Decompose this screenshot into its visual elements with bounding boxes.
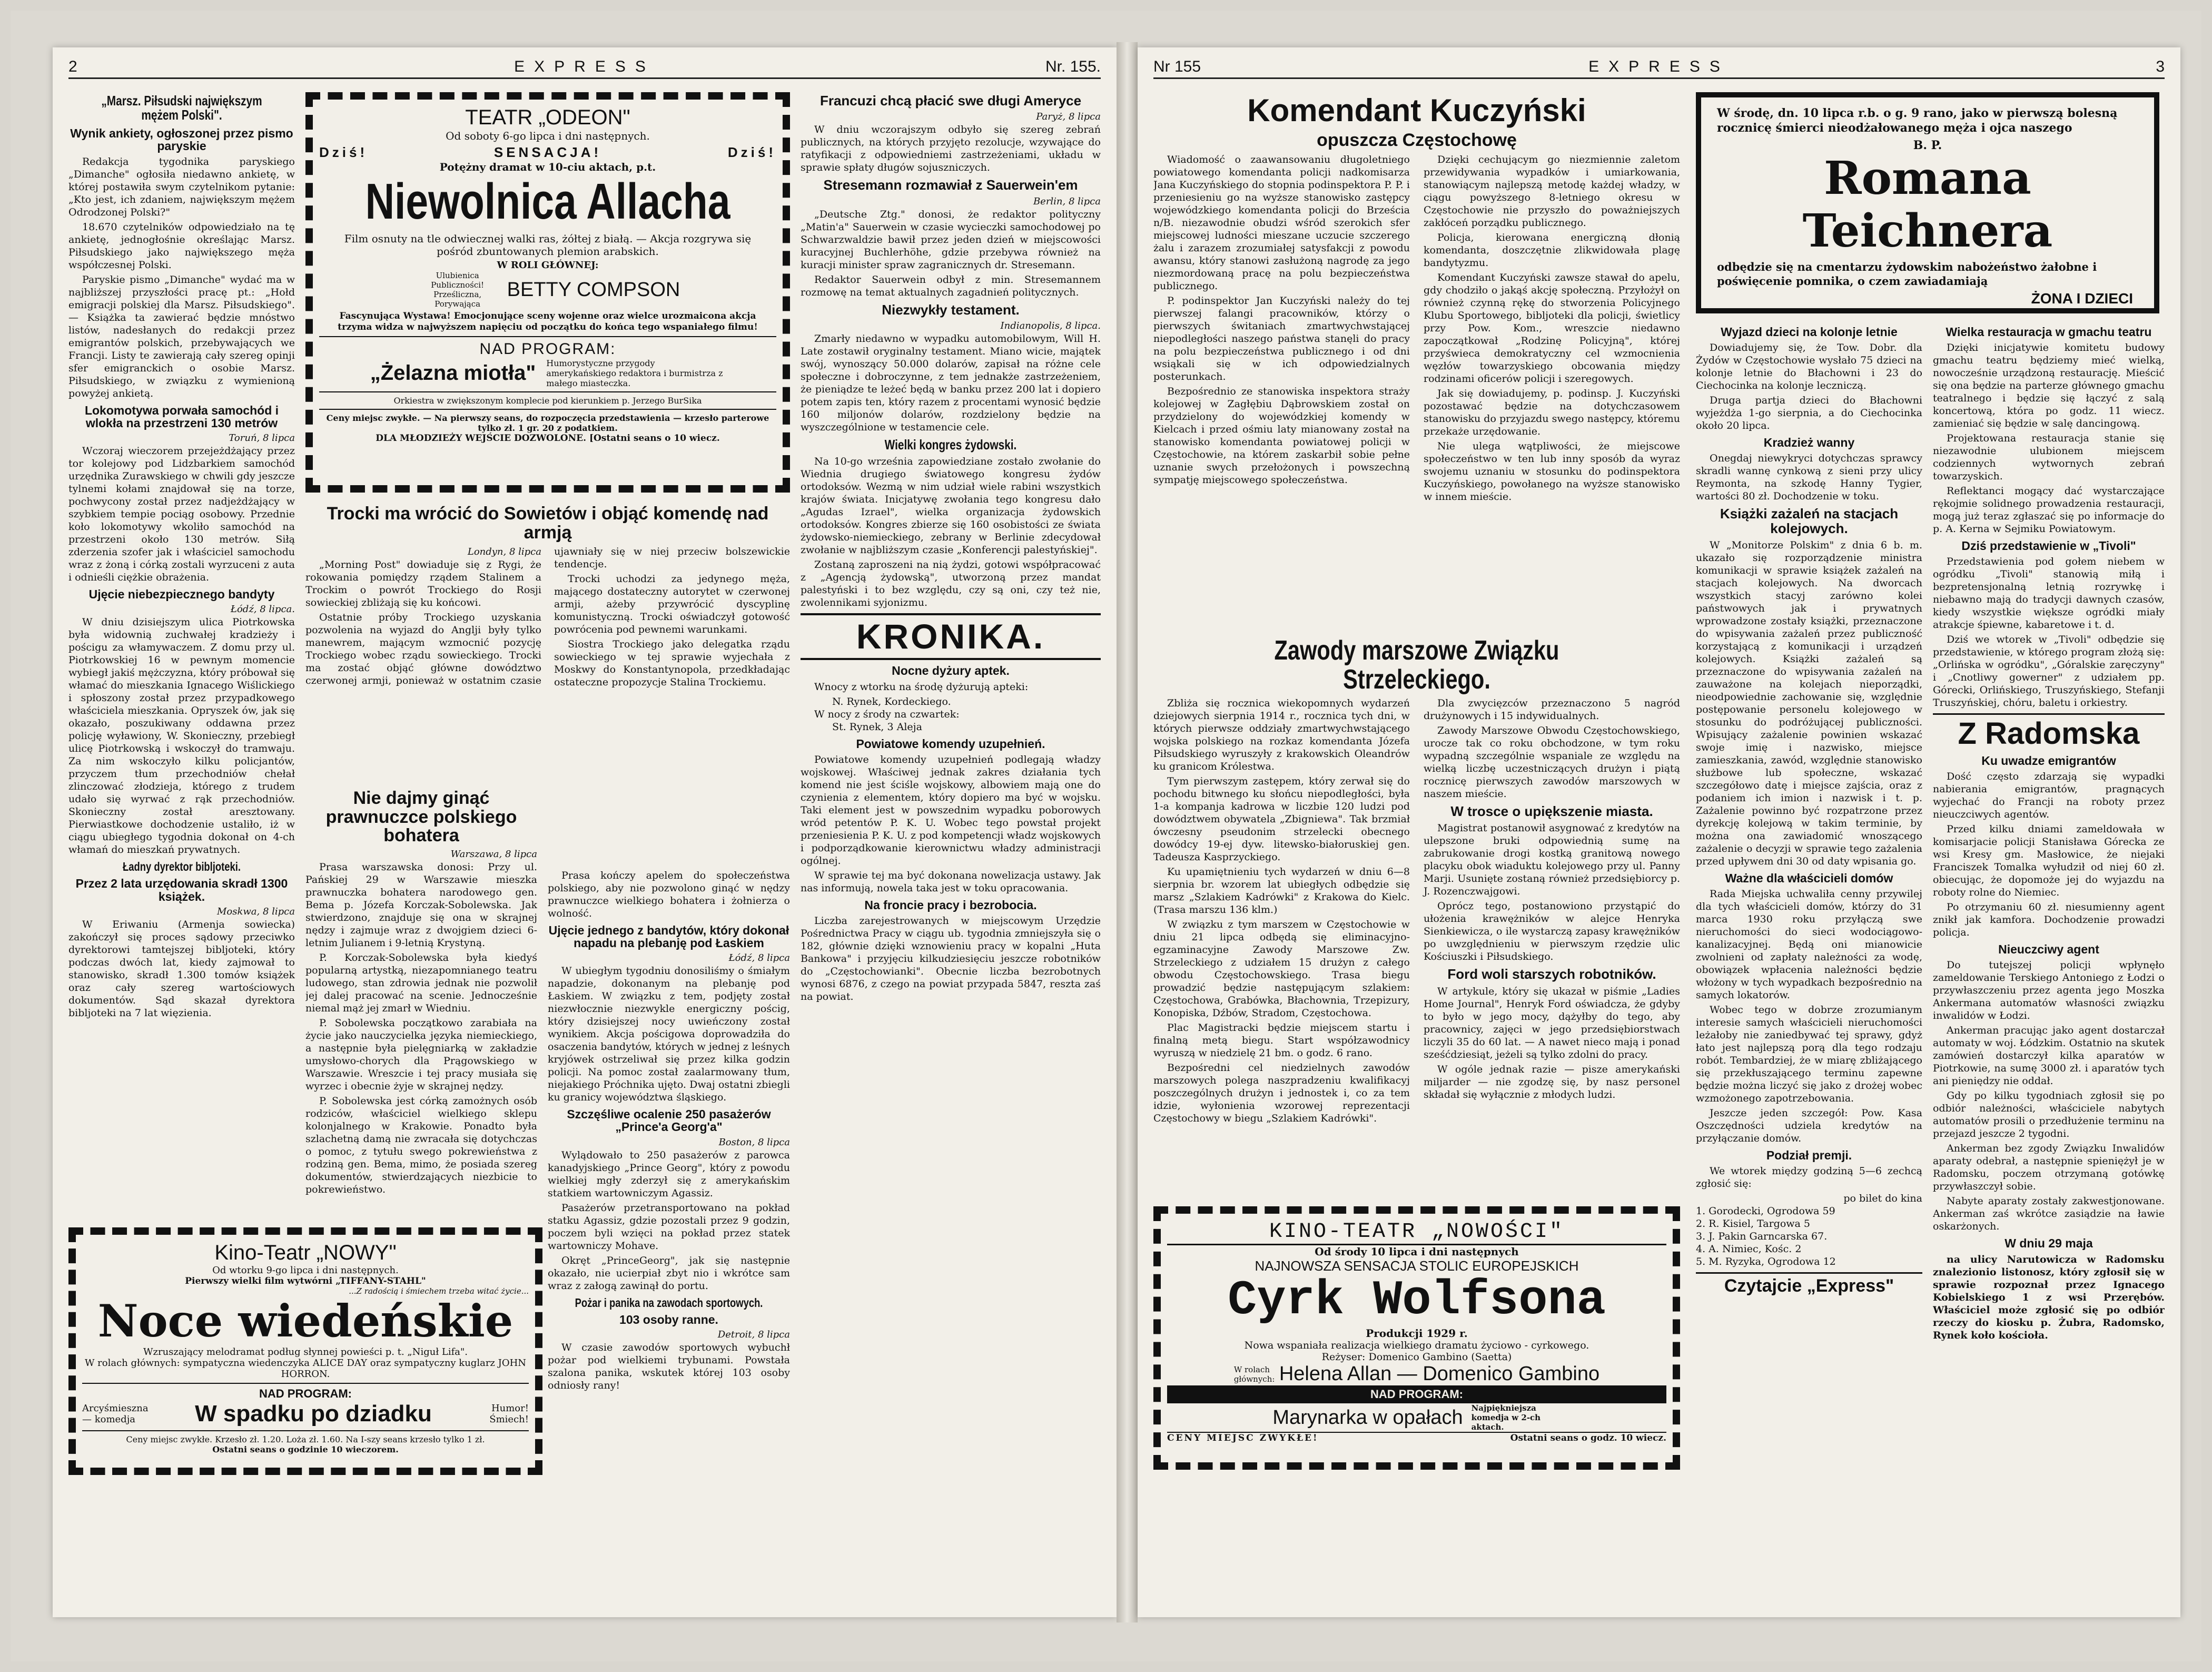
article-paragraph: We wtorek między godziną 5—6 zechcą zgłosić się:: [1696, 1165, 1922, 1190]
article-paragraph: Tym pierwszym zastępem, który zerwał się do pochodu bitwnego ku słońcu niepodległości, była 1-a kompanja kadrowa w liczbie 120 ludzi pod dowództwem obywatela „Zbigniewa". Tak brzmiał ówczesny pseudonim strzelecki obecnego dowódcy 19-ej dyw. litewsko-białoruskiej gen. Tadeusza Kasprzyckiego.: [1153, 775, 1410, 863]
headline: Nie dajmy ginąć prawnuczce polskiego bohatera: [325, 788, 517, 846]
issue-number: Nr 155: [1153, 58, 1201, 75]
ad-studio: Pierwszy wielki film wytwórni „TIFFANY-STAHL": [185, 1276, 426, 1286]
komendant-article: [1153, 90, 1680, 627]
ad-extra-desc: Humorystyczne przygody amerykańskiego redaktora i burmistrza z małego miasteczka.: [546, 358, 723, 388]
headline: Podział premji.: [1766, 1148, 1852, 1163]
ad-film-title: Niewolnica Allacha: [365, 173, 730, 230]
article-paragraph: Wiadomość o zaawansowaniu długoletniego powiatowego komendanta policji nadkomisarza Jana Kuczyńskiego do stopnia podinspektora P. P. i przeniesieniu go na wyższe stanowisko zastępcy wojewódzkiego komendanta policji do Brześcia n/B. niezawodnie obudzi wśród szerokich sfer miejscowej ludności mieszane uczucie szczerego żalu i zarazem zrozumiałej satysfakcji z powodu awansu, który stanowi zasłużoną nagrodę za jego niezmordowaną pracę na polu bezpieczeństwa publicznego.: [1153, 153, 1410, 292]
article-paragraph: Przedstawienia pod gołem niebem w ogródku „Tivoli" stanowią miłą i bezpretensjonalną letnią rozrywkę i niebawno mają do tradycji dawnych czasów, kiedy wszystkie większe ogródki miały atrakcje śpiewne, kabaretowe i t. d.: [1933, 556, 2165, 631]
headline: Ważne dla właścicieli domów: [1725, 871, 1893, 885]
headline: Ujęcie niebezpiecznego bandyty: [88, 587, 275, 602]
article-paragraph: Oprócz tego, postanowiono przystąpić do ułożenia krawężników w alejce Henryka Sienkiewicza, o ile wystarczą zapasy krawężników po uwzględnieniu w pierwszym rzędzie ulic Kościuszki i Piłsudskiego.: [1424, 900, 1680, 963]
article-paragraph: Zawody Marszowe Obwodu Częstochowskiego, urocze tak co roku obchodzone, w tym roku wypadną szczególnie wspaniale ze względu na wielką liczbę uczestniczących drużyn i piątą rocznicę pierwszych zawodów marszowych w naszem mieście.: [1424, 725, 1680, 800]
kronika-heading: KRONIKA.: [801, 613, 1101, 660]
article-paragraph: W ogóle jednak razie — pisze amerykański miljarder — nie zgodzę się, by nasz personel składał się wyłącznie z młodych ludzi.: [1424, 1063, 1680, 1100]
article-paragraph: Okręt „PrinceGeorg", jak się następnie okazało, nie ucierpiał zbyt nio i wkrótce sam wraz z załogą zawinął do portu.: [548, 1254, 790, 1292]
pharmacy-line: N. Rynek, Kordeckiego.: [832, 695, 951, 707]
page-header-left: [68, 58, 1101, 79]
article-paragraph: Dziś we wtorek w „Tivoli" odbędzie się przedstawienie, w którego program złożą się: „Orlińska w ogródku", „Góralskie zaręczyny" i „Cnotliwy gowerner" z udziałem pp. Górecki, Orlińskiego, Truszyńskiego, Stefanji Truszyńskiej, chóru, baletu i orkiestry.: [1933, 634, 2165, 709]
dateline: Łódź, 8 lipca.: [230, 604, 295, 615]
ad-program-label: NAD PROGRAM:: [1167, 1385, 1666, 1403]
ad-role-label: W ROLI GŁÓWNEJ:: [497, 260, 599, 271]
dateline: Londyn, 8 lipca: [467, 546, 541, 558]
ad-extra-title: „Żelazna miotła": [370, 361, 536, 385]
pharmacy-line: St. Rynek, 3 Aleja: [832, 721, 922, 733]
ad-right-note: Humor! Śmiech!: [489, 1403, 529, 1425]
masthead: EXPRESS: [1588, 58, 1730, 75]
headline: Dziś przedstawienie w „Tivoli": [1961, 539, 2136, 553]
article-paragraph: W artykule, który się ukazał w piśmie „Ladies Home Journal", Henryk Ford oświadcza, że gdyby to było w jego mocy, dążyłby do tego, aby pracownicy, zajęci w jego przedsiębiorstwach liczyli 35 do 60 lat. — A nawet nieco mają i ponad sześćdziesiąt, jeżeli są tylko zdolni do pracy.: [1424, 985, 1680, 1060]
ad-orchestra: Orkiestra w zwiększonym komplecie pod kierunkiem p. Jerzego BurSika: [393, 396, 702, 406]
dateline: Moskwa, 8 lipca: [216, 906, 295, 917]
headline: Ford woli starszych robotników.: [1447, 966, 1656, 982]
ad-last-show: Ostatni seans o godzinie 10 wieczorem.: [212, 1444, 399, 1454]
masthead: EXPRESS: [514, 58, 655, 75]
article-paragraph: Zmarły niedawno w wypadku automobilowym, Will H. Late zostawił oryginalny testament. Miano wicie, majątek swój, wynoszący 50.000 dolarów, zapisał na różne cele społeczne i dobroczynne, z tem jednakże zastrzeżeniem, że pieniądze te leżeć będą w banku przez 200 lat i dopiero potem zapis ten, który razem z procentami wynosić będzie 160 miljonów dolarów, rozdzielony będzie na wyszczególnione w testamencie cele.: [801, 332, 1101, 433]
headline: Nocne dyżury aptek.: [892, 664, 1010, 678]
subheadline: Ku uwadze emigrantów: [1981, 754, 2116, 768]
article-paragraph: Do tutejszej policji wpłynęło zameldowanie Terskiego Antoniego z Łodzi o przywłaszczeniu przez agenta jego Moszka Ankermana automatów własności związku inwalidów w Łodzi.: [1933, 959, 2165, 1022]
trocki-article: [305, 500, 790, 785]
ad-title: Kino-Teatr „NOWY": [214, 1241, 397, 1264]
article-paragraph: 18.670 czytelników odpowiedziało na tę ankietę, jednogłośnie określając Marsz. Piłsudskiego jako największego męża współczesnej Polski.: [68, 221, 295, 271]
headline: W trosce o upiększenie miasta.: [1450, 803, 1653, 820]
article-paragraph: Prasa warszawska donosi: Przy ul. Pańskiej 29 w Warszawie mieszka prawnuczka bohatera narodowego gen. Bema p. Józefa Korczak-Sobolewska. Jak stwierdzono, znajduje się ona w skrajnej nędzy i zajmuje wraz z dwojgiem dzieci 6-letnim Julianem i 9-letnią Krystyną.: [305, 861, 537, 949]
article-paragraph: W związku z tym marszem w Częstochowie w dniu 21 lipca odbędą się eliminacyjno-egzaminacyjne Zawody Marszowe Zw. Strzeleckiego z udziałem 15 drużyn z całego obwodu Częstochowskiego. Trasa biegu prowadzić będzie następującym szlakiem: Częstochowa, Grabówka, Błachownia, Trzepizury, Konopiska, Dźbów, Stradom, Częstochowa.: [1153, 919, 1410, 1019]
article-paragraph: Dowiadujemy się, że Tow. Dobr. dla Żydów w Częstochowie wysłało 75 dzieci na kolonje letnie do Błachowni i 23 do Ciechocinka na kolonje leczniczą.: [1696, 342, 1922, 392]
ad-description: Wzruszający melodramat podług słynnej powieści p. t. „Niguł Lifa".: [143, 1346, 468, 1358]
headline: Lokomotywa porwała samochód i wlokła na przestrzeni 130 metrów: [84, 403, 279, 430]
zawody-article: [1153, 632, 1680, 1185]
premium-winner: 2. R. Kisiel, Targowa 5: [1696, 1218, 1810, 1230]
article-paragraph: Bezpośredni cel niedzielnych zawodów marszowych polega naszpradzeniu kwalifikacyj poszczególnych drużyn i jednostek i, co za tem idzie, wyłonienia wzorowej reprezentacji Częstochowy w biegu „Szlakiem Kadrówki".: [1153, 1062, 1410, 1125]
article-paragraph: Paryskie pismo „Dimanche" wydać ma w najbliższej przyszłości pracę pt.: „Hołd emigracji polskiej dla Marsz. Piłsudskiego". — Książka ta zawierać będzie mnóstwo listów, nadesłanych do redakcji przez emigrantów polskich, przebywających we Francji. Listy te zawierają cały szereg opinji sfer emigranckich o osobie Marsz. Piłsudskiego, w związku z wymienioną powyżej ankietą.: [68, 273, 295, 399]
ad-extra-title: W spadku po dziadku: [195, 1401, 432, 1427]
ad-year: Produkcji 1929 r.: [1366, 1327, 1468, 1340]
dateline: Warszawa, 8 lipca: [450, 849, 537, 860]
article-paragraph: P. Sobolewska początkowo zarabiała na życie jako nauczycielka języka niemieckiego, a następnie była pielęgniarką w zakładzie umysłowo-chorych dla Prągowskiego w Warszawie. Wreszcie i tej pracy musiała się wyrzec i obecnie żyje w skrajnej nędzy.: [305, 1017, 537, 1093]
article-paragraph: Przed kilku dniami zameldowała w komisarjacie policji Stanisława Górecka ze wsi Kresy gm. Masłowice, że niejaki Franciszek Tomalka wyłudził od niej 60 zł. obiecując, że dopomoże jej do wyjazdu na roboty rolne do Niemiec.: [1933, 823, 2165, 899]
odeon-ad: [305, 92, 790, 493]
dateline: Boston, 8 lipca: [718, 1136, 790, 1148]
obituary-notice: [1696, 92, 2159, 313]
article-paragraph: Ku upamiętnieniu tych wydarzeń w dniu 6—8 sierpnia br. wzorem lat ubiegłych odbędzie się marsz „Szlakiem Kadrówki" z Krakowa do Kielc. (Trasa marszu 136 klm.): [1153, 866, 1410, 916]
premium-note: po bilet do kina: [1843, 1193, 1922, 1205]
obituary-intro: W środę, dn. 10 lipca r.b. o g. 9 rano, jako w pierwszą bolesną rocznicę śmierci nieodżałowanego męża i ojca naszego: [1717, 106, 2118, 135]
ad-director: Reżyser: Domenico Gambino (Saetta): [1321, 1351, 1512, 1363]
ad-prices: CENY MIEJSC ZWYKŁE!: [1167, 1433, 1319, 1443]
ad-prices: Ceny miejsc zwykłe. — Na pierwszy seans, do rozpoczęcia przedstawienia — krzesło parterowe tylko zł. 1 gr. 20 z podatkiem.: [326, 413, 769, 433]
page-3: [1138, 47, 2180, 1617]
article-paragraph: Zbliża się rocznica wiekopomnych wydarzeń dziejowych sierpnia 1914 r., rocznica tych dni, w których pierwsze oddziały zmartwychwstającego wojska polskiego na rozkaz komendanta Józefa Piłsudskiego wyruszyły z krakowskich Oleandrów ku granicom Królestwa.: [1153, 697, 1410, 773]
article-paragraph: Ostatnie próby Trockiego uzyskania pozwolenia na wyjazd do Anglji były tylko manewrem, mającym wzmocnić pozycję Trockiego wobec rządu sowieckiego. Trocki ma zostać objąć główne dowództwo czerwonej armji, ponieważ w ostatnim czasie ujawniały się w niej przeciw bolszewickie tendencje.: [305, 546, 790, 687]
article-paragraph: Policja, kierowana energiczną dłonią komendanta, doszczętnie zlikwidowała plagę bandytyzmu.: [1424, 231, 1680, 269]
ad-fascination: Fascynująca Wystawa! Emocjonujące sceny wojenne oraz wielce urozmaicona akcja trzyma widza w najwyższem napięciu od początku do końca tego wspaniałego filmu!: [338, 311, 758, 332]
article-paragraph: W Eriwaniu (Armenja sowiecka) zakończył się proces sądowy przeciwko dyrektorowi tamtejszej bibljoteki, który podczas dwóch lat, kiedy zajmował to stanowisko, skradł 1.300 tomów książek oraz cały szereg wartościowych dokumentów. Sąd skazał dyrektora bibljoteki na 7 lat więzienia.: [68, 918, 295, 1019]
ad-dates: Od wtorku 9-go lipca i dni następnych.: [212, 1265, 399, 1276]
newspaper-spread: [11, 11, 2201, 1661]
article-paragraph: Nabyte aparaty zostały zakwestjonowane. Ankerman zaś wkrótce zasiądzie na ławie oskarżonych.: [1933, 1195, 2165, 1233]
subheadline: Wynik ankiety, ogłoszonej przez pismo paryskie: [70, 126, 293, 153]
article-paragraph: Bezpośrednio ze stanowiska inspektora straży kolejowej w Zagłębiu Dąbrowskiem został on przydzielony do wojewódzkiej komendy w Kielcach i przed ośmiu laty mianowany został na stanowisko komendanta powiatowej policji w Częstochowie, na którem zaskarbił sobie pełne uznanie swych przełożonych i powszechną sympatję miejscowego społeczeństwa.: [1153, 385, 1410, 486]
headline: Zawody marszowe Związku Strzeleckiego.: [1274, 635, 1559, 695]
page-header-right: [1153, 58, 2165, 79]
ad-left-note: Arcyśmieszna — komedja: [82, 1403, 149, 1425]
article-paragraph: Prasa kończy apelem do społeczeństwa polskiego, aby nie pozwolono ginąć w nędzy prawnuczce wielkiego bohatera i żołnierza o wolność.: [548, 870, 790, 919]
ad-roles-label: W rolach głównych:: [1233, 1364, 1275, 1384]
ad-program-label: NAD PROGRAM:: [479, 340, 616, 358]
headline: Niezwykły testament.: [882, 301, 1020, 318]
ad-sensation: NAJNOWSZA SENSACJA STOLIC EUROPEJSKICH: [1255, 1258, 1579, 1274]
article-paragraph: Siostra Trockiego jako delegatka rządu sowieckiego w tej sprawie wyjechała z Moskwy do Konstantynopola, przedkładając ostateczne propozycje Stalina Trockiemu.: [554, 638, 790, 689]
bohater-article: [305, 785, 537, 1217]
premium-winner: 3. J. Pakin Garncarska 67.: [1696, 1231, 1828, 1243]
page-number: 2: [68, 58, 77, 75]
article-paragraph: Liczba zarejestrowanych w miejscowym Urzędzie Pośrednictwa Pracy w ciągu ub. tygodnia zmniejszyła się o 182, głównie dzięki wznowieniu pracy w kopalni „Huta Bankowa" i przyjęciu kilkudziesięciu jeszcze robotników do „Częstochowianki". Obecnie liczba bezrobotnych wynosi 6876, z czego na powiat przypada 5847, reszta zaś na powiat.: [801, 914, 1101, 1002]
column-3: [801, 90, 1101, 1591]
headline: Wyjazd dzieci na kolonje letnie: [1721, 325, 1898, 339]
headline: Szczęśliwe ocalenie 250 pasażerów „Prince'a Georg'a": [567, 1107, 771, 1134]
ad-dates: Od środy 10 lipca i dni następnych: [1315, 1245, 1519, 1258]
subheadline: 103 osoby ranne.: [619, 1312, 718, 1326]
article-paragraph: Magistrat postanowił asygnować z kredytów na ulepszone bruki odpowiednią sumę na zabrukowanie drogi kostką granitową nowego placyku obok wiaduktu kolejowego przy ul. Panny Marji. Usunięte zostaną również przedsiębiorcy p. J. Rozenczwajgowi.: [1424, 822, 1680, 898]
ad-last-show: Ostatni seans o godz. 10 wiecz.: [1510, 1433, 1666, 1443]
dateline: Berlin, 8 lipca: [1033, 195, 1101, 207]
premium-winner: 1. Gorodecki, Ogrodowa 59: [1696, 1205, 1835, 1217]
ad-star: BETTY COMPSON: [507, 278, 680, 301]
article-paragraph: Po otrzymaniu 60 zł. niesumienny agent znikł jak kamfora. Dochodzenie prowadzi policja.: [1933, 901, 2165, 939]
ad-roles: W rolach głównych: sympatyczna wiedenczyka ALICE DAY oraz sympatyczny kuglarz JOHN HORRON.: [84, 1358, 527, 1380]
article-paragraph: W sprawie tej ma być dokonana nowelizacja ustawy. Jak nas informują, nowela taka jest w toku opracowania.: [801, 869, 1101, 894]
headline: Komendant Kuczyński: [1247, 93, 1586, 128]
headline: Wielka restauracja w gmachu teatru: [1946, 325, 2152, 339]
article-paragraph: W ubiegłym tygodniu donosiliśmy o śmiałym napadzie, dokonanym na plebanję pod Łaskiem. W związku z tem, podjęty został niezwłocznie niezwykle energiczny pościg, który dzisiejszej nocy uwieńczony został wynikiem. Akcja pościgowa doprowadziła do osaczenia bandytów, których w jednej z leśnych kryjówek ostrzeliwał się przez kilka godzin policji. Na pomoc został zaalarmowany tłum, niejakiego Próchnika ujęto. Dwaj ostatni zbiegli ku granicy województwa śląskiego.: [548, 965, 790, 1104]
page-number: 3: [2156, 58, 2165, 75]
ad-sensation: SENSACJA!: [493, 144, 602, 160]
article-paragraph: Dzięki cechującym go niezmiennie zaletom przewidywania wypadków i umiarkowania, stanowiącym najlepszą metodę każdej władzy, w ciągu powyższego 8-letniego okresu w Częstochowie nie przyszło do poważniejszych zakłóceń porządku publicznego.: [1424, 153, 1680, 229]
ad-film-title: Cyrk Wolfsona: [1228, 1273, 1606, 1328]
dateline: Indianopolis, 8 lipca.: [1000, 320, 1101, 331]
ad-film-title: Noce wiedeńskie: [97, 1295, 514, 1347]
article-paragraph: Wobec tego w dobrze zrozumianym interesie samych właścicieli nieruchomości leżałoby nie zaniedbywać tej sprawy, gdyż łato jest najlepszą porą dla tego rodzaju robót. Tembardziej, że w miarę zbliżającego się przekłuszającego terminu zapewne będzie można liczyć się jako z drożej wobec wzmożonego zapotrzebowania.: [1696, 1004, 1922, 1105]
ad-title: KINO-TEATR „NOWOŚCI": [1167, 1220, 1666, 1245]
column-r2: [1933, 321, 2165, 1607]
column-1: [68, 90, 295, 1248]
article-paragraph: Redakcja tygodnika paryskiego „Dimanche" ogłosiła niedawno ankietę, w której postawiła swym czytelnikom pytanie: „Kto jest, ich zdaniem, największym mężem Odrodzonej Polski?": [68, 155, 295, 218]
article-paragraph: na ulicy Narutowicza w Radomsku znalezionio listonosz, który zgłosił się w sprawie rozpoznał przez Ignacego Kobielskiego 1 z wsi Przerębów. Właściciel może zgłosić się po odbiór rzeczy do kiosku p. Żubra, Radomsko, Rynek koło kościoła.: [1933, 1253, 2165, 1341]
article-paragraph: W „Monitorze Polskim" z dnia 6 b. m. ukazało się rozporządzenie ministra komunikacji w sprawie książek zażaleń na stacjach kolejowych. Na dworcach wszystkich stacyj zarówno kolei państwowych jak i prywatnych wprowadzone zostały książki, przeznaczone do wpisywania zażaleń przez publiczność korzystającą z komunikacji i urządzeń kolejowych. Książki zażaleń są przeznaczone do wpisywania zażaleń na zauważone na kolejach nieporządki, nieodpowiednie zachowanie się, względnie postępowanie personelu kolejowego w stosunku do podróżującej publiczności. Wpisujący zażalenie powinien wskazać swoje imię i nazwisko, miejsce zamieszkania, zawód, względnie stanowisko służbowe lub społeczne, wskazać szczegółowo datę i miejsce zajścia, oraz z podaniem ich imion i nazwisk i t. p. Zażalenie powinno być rozpatrzone przez dyrekcję kolejową w takim terminie, by można ona zawiadomić wnoszącego zażalenie o decyzji w sprawie tego zażalenia przed upływem dni 30 od daty wpisania go.: [1696, 539, 1922, 867]
ad-prices: Ceny miejsc zwykłe. Krzesło zł. 1.20. Loża zł. 1.60. Na I-szy seans krzesło tylko 1 zł.: [126, 1434, 485, 1444]
column-r1: [1696, 321, 1922, 1607]
article-paragraph: Ankerman pracując jako agent dostarczał automaty w woj. Łódzkim. Ostatnio na skutek zamówień dostarczył kilka aparatów w Piotrkowie, na sumę 3000 zł. i aparatów tych ani pieniędzy nie oddał.: [1933, 1025, 2165, 1087]
ad-drama: Potężny dramat w 10-ciu aktach, p.t.: [439, 161, 656, 173]
article-paragraph: „Morning Post" dowiaduje się z Rygi, że rokowania pomiędzy rządem Stalinem a Trockim o powrót Trockiego do Rosji sowieckiej zbliżają się ku końcowi.: [305, 559, 541, 609]
ad-program-label: NAD PROGRAM:: [259, 1387, 352, 1400]
article-paragraph: Jak się dowiadujemy, p. podinsp. J. Kuczyński pozostawać będzie na dotychczasowem stanowisku do przyjazdu swego następcy, któremu przekaże urzędowanie.: [1424, 387, 1680, 437]
article-paragraph: Redaktor Sauerwein odbył z min. Stresemannem rozmowę na temat aktualnych zagadnień politycznych.: [801, 273, 1101, 298]
column-2b: [548, 869, 790, 1533]
ad-description: Nowa wspaniała realizacja wielkiego dramatu życiowo - cyrkowego.: [1244, 1340, 1589, 1351]
article-paragraph: Pasażerów przetransportowano na pokład statku Agassiz, gdzie pozostali przez 9 godzin, poczem byli wzięci na pokład przez statek wartowniczy Mohave.: [548, 1202, 790, 1252]
ad-youth: DLA MŁODZIEŻY WEJŚCIE DOZWOLONE. [Ostatni seans o 10 wiecz.: [376, 433, 720, 444]
premium-winner: 4. A. Nimiec, Kośc. 2: [1696, 1243, 1802, 1255]
article-paragraph: Druga partja dzieci do Błachowni wyjeżdża 1-go sierpnia, a do Ciechocinka około 20 lipca.: [1696, 395, 1922, 432]
article-paragraph: Dla zwycięzców przeznaczono 5 nagród drużynowych i 15 indywidualnych.: [1424, 697, 1680, 722]
article-paragraph: Plac Magistracki będzie miejscem startu i finalną metą biegu. Start współzawodnicy wyruszą w niedzielę 21 bm. o godz. 6 rano.: [1153, 1022, 1410, 1059]
headline: Na froncie pracy i bezrobocia.: [864, 898, 1037, 912]
dateline: Toruń, 8 lipca: [229, 432, 295, 444]
article-paragraph: Trocki uchodzi za jedynego męża, mającego dostateczny autorytet w czerwonej armji, ażeby przywrócić dyscyplinę komunistyczną. Trocki oświadczył gotowość powrócenia pod pewnemi warunkami.: [554, 573, 790, 636]
article-paragraph: P. Sobolewska jest córką zamożnych osób rodziców, właściciel wielkiego sklepu kolonjalnego w Krakowie. Ponadto była szlachetną damą nie zwracała się dotychczas o pomoc, z tytułu swego pokrewieństwa z rodziną gen. Bema, mimo, że posiada szereg dokumentów, stwierdzających niezbicie to pokrewieństwo.: [305, 1095, 537, 1196]
headline: Stresemann rozmawiał z Sauerwein'em: [823, 177, 1078, 193]
headline: Pożar i panika na zawodach sportowych.: [575, 1295, 763, 1310]
subheadline: Przez 2 lata urzędowania skradł 1300 książek.: [75, 877, 288, 903]
ad-role-pre: Ulubienica Publiczności! Prześliczna, Porywająca: [431, 271, 485, 309]
read-express-banner: Czytajcie „Express": [1696, 1272, 1922, 1296]
dateline: Detroit, 8 lipca: [717, 1329, 790, 1340]
article-paragraph: W czasie zawodów sportowych wybuchł pożar pod wielkiemi trybunami. Powstała szalona panika, wskutek której 103 osoby odniosły rany!: [548, 1341, 790, 1391]
obituary-signature: ŻONA I DZIECI: [2031, 290, 2133, 307]
headline: Francuzi chcą płacić swe długi Ameryce: [819, 93, 1082, 109]
pharmacy-line: W nocy z środy na czwartek:: [814, 708, 960, 720]
ad-extra-title: Marynarka w opałach: [1272, 1406, 1463, 1429]
article-paragraph: Powiatowe komendy uzupełnień podlegają władzy wojskowej. Właściwej jednak zakres działania tych komend nie jest ściśle wojskowy, albowiem mają one do czynienia z elementem, który dopiero ma być w wojsku. Taki element jest w powszednim wypadku poborowych wród petentów P. K. U. Wobec tego powstał projekt przeniesienia P. K. U. z pod kompetencji władz wojskowych i podporządkowanie kierownictwu władzy administracji ogólnej.: [801, 753, 1101, 867]
dateline: Łódź, 8 lipca: [728, 952, 790, 964]
obituary-name: Romana Teichnera: [1802, 152, 2053, 258]
headline: Trocki ma wrócić do Sowietów i objąć komendę nad armją: [327, 504, 769, 543]
article-paragraph: Ankerman bez zgody Związku Inwalidów aparaty odebrał, a następnie spieniężył je w Radomsku, poczem otrzymaną gotówkę przywłaszczył sobie.: [1933, 1143, 2165, 1193]
article-paragraph: P. podinspektor Jan Kuczyński należy do tej pierwszej falangi pracowników, którzy o pierwszych świtaniach zmartwychwstającej niepodległości naszego państwa stanęli do pracy na polu bezpieczeństwa publicznego i od dni wsiąkali się w ich odpowiedzialnych posterunkach.: [1153, 294, 1410, 382]
article-paragraph: Wczoraj wieczorem przejeżdżający przez tor kolejowy pod Lidzbarkiem samochód urzędnika Zurawskiego w chwili gdy jeszcze tylnemi kołami znajdował się na torze, pochwycony został przez nadjeżdżający w szybkiem tempie pociąg osobowy. Przednie koło lokomotywy wkoliło samochód na przestrzeni około 130 metrów. Siłą zderzenia szofer jak i właściciel samochodu wraz z żoną i córką zostali wyrzuceni z auta i odnieśli ciężkie obrażenia.: [68, 445, 295, 584]
ad-today-right: Dziś!: [727, 144, 776, 160]
ad-quote: ...Z radością i śmiechem trzeba witać życie...: [349, 1286, 529, 1296]
article-paragraph: „Deutsche Ztg." donosi, że redaktor polityczny „Matin'a" Sauerwein w czasie wycieczki samochodowej po Schwarzwaldzie bawił przez jeden dzień w miejscowości kuracyjnej Buchlerhöhe, gdzie przebywa również na kuracji minister spraw zagranicznych dr. Stresemann.: [801, 208, 1101, 271]
page-gutter: [1117, 42, 1138, 1622]
article-paragraph: Komendant Kuczyński zawsze stawał do apelu, gdy chodziło o jakąś akcję społeczną. Przyłożył on również czynną rękę do stworzenia Policyjnego Klubu Sportowego, bibljoteki dla policji, świetlicy przy Pow. Kom., wreszcie niedawno zapoczątkował „Rodzinę Policyjną", której przyświeca demokratyczny cel wzmocnienia węzłów towarzyskiego obcowania między rodzinami oficerów policji i szeregowych.: [1424, 271, 1680, 385]
obituary-bp: B. P.: [1913, 139, 1942, 152]
premium-winner: 5. M. Ryzyka, Ogrodowa 12: [1696, 1256, 1836, 1268]
issue-number: Nr. 155.: [1045, 58, 1101, 75]
article-paragraph: Onegdaj niewykryci dotychczas sprawcy skradli wannę cynkową z sieni przy ulicy Reymonta, na szkodę Hanny Tygier, wartości 80 zł. Dochodzenie w toku.: [1696, 453, 1922, 503]
headline: Książki zażaleń na stacjach kolejowych.: [1720, 506, 1899, 536]
headline: Wielki kongres żydowski.: [884, 436, 1017, 453]
article-paragraph: Wylądowało to 250 pasażerów z parowca kanadyjskiego „Prince Georg", który z powodu wielkiej mgły zderzył się z amerykańskim statkiem wartowniczym Agassiz.: [548, 1149, 790, 1199]
article-paragraph: Nie ulega wątpliwości, że miejscowe społeczeństwo w ten lub inny sposób da wyraz swojemu uznaniu w stosunku do podinspektora Kuczyńskiego, powołanego na wyższe stanowisko w innem mieście.: [1424, 440, 1680, 503]
headline: Ładny dyrektor bibljoteki.: [123, 860, 241, 874]
ad-extra-note: Najpiękniejsza komedja w 2-ch aktach.: [1471, 1403, 1541, 1432]
headline: Nieuczciwy agent: [1998, 942, 2099, 957]
article-paragraph: P. Korczak-Sobolewska była kiedyś popularną artystką, niezapomnianego teatru ludowego, stan zdrowia jednak nie pozwolił jej dalej pracować na scenie. Jednocześnie niemal mąż jej zmarł w Wiedniu.: [305, 952, 537, 1015]
obituary-text: odbędzie się na cmentarzu żydowskim nabożeństwo żałobne i poświęcenie pomnika, o czem zawiadamiają: [1717, 260, 2097, 288]
dateline: Paryż, 8 lipca: [1036, 111, 1101, 123]
subheadline: opuszcza Częstochowę: [1317, 130, 1517, 150]
nowy-ad: [68, 1227, 542, 1475]
ad-description: Film osnuty na tle odwiecznej walki ras, żółtej z białą. — Akcja rozgrywa się pośród zbuntowanych plemion arabskich.: [344, 232, 752, 258]
headline: Kradzież wanny: [1763, 436, 1855, 450]
article-paragraph: Jeszcze jeden szczegół: Pow. Kasa Oszczędności udziela kredytów na przyłączanie domów.: [1696, 1107, 1922, 1145]
article-paragraph: Reflektanci mogący dać wystarczające rękojmie solidnego prowadzenia restauracji, mogą już teraz zgłaszać się po informacje do p. A. Kerna w Sejmiku Powiatowym.: [1933, 485, 2165, 535]
article-paragraph: W dniu wczorajszym odbyło się szereg zebrań publicznych, na których przyjęto rezolucje, wzywające do ratyfikacji z odpowiedniemi zastrzeżeniami, układu w sprawie spłaty długów sojuszniczych.: [801, 124, 1101, 174]
article-paragraph: Dość często zdarzają się wypadki nabierania emigrantów, pragnących wyjechać do Francji na roboty przez nieuczciwych agentów.: [1933, 771, 2165, 821]
article-paragraph: W dniu dzisiejszym ulica Piotrkowska była widownią zuchwałej kradzieży i pościgu za włamywaczem. Z domu przy ul. Piotrkowskiej 16 w pewnym momencie wybiegł jakiś mężczyzna, który próbował się włamać do mieszkania Ignacego Wiślickiego i spłoszony został przez przypadkowego właściciela mieszkania. Opryszek ów, jak się okazało, poszukiwany oddawna przez policję wyławiony, W. Skonieczny, przebiegł ulicę Piotrkowską i wskoczył do tramwaju. Za nim wskoczyło kilku policjantów, przyczem tłum przechodniów chełał zlinczować złodzieja, którego z trudem udało się wyrwać z rąk przechodniów. Skonieczny został aresztowany. Pierwiastkowe dochodzenie ustaliło, iż w ciągu ubiegłego tygodnia dokonał on 4-ch włamań do mieszkań prywatnych.: [68, 616, 295, 856]
section-heading: Z Radomska: [1933, 713, 2165, 750]
page-2: [53, 47, 1117, 1617]
article-paragraph: Gdy po kilku tygodniach zgłosił się po odbiór należności, właściciele nabytych automatów prosili o przedłużenie terminu na przejazd jeszcze 2 tygodni.: [1933, 1090, 2165, 1140]
article-paragraph: Rada Miejska uchwaliła cenny przywilej dla tych właścicieli domów, którzy do 31 marca 1930 roku przyłączą swe nieruchomości do sieci wodociągowo-kanalizacyjnej. Będą oni mianowicie zwolnieni od zapłaty należności za wodę, obowiązek wpłacenia należności będzie włożony w tych wypadkach bezpośrednio na samych lokatorów.: [1696, 888, 1922, 1001]
article-paragraph: Wnocy z wtorku na środę dyżurują apteki:: [814, 681, 1029, 693]
ad-roles: Helena Allan — Domenico Gambino: [1279, 1363, 1600, 1385]
article-paragraph: Projektowana restauracja stanie się niezawodnie ulubionem miejscem codziennych wytwornych zebrań towarzyskich.: [1933, 432, 2165, 483]
headline: W dniu 29 maja: [2004, 1236, 2093, 1251]
headline: Ujęcie jednego z bandytów, który dokonał napadu na plebanję pod Łaskiem: [548, 923, 789, 950]
article-paragraph: Dzięki inicjatywie komitetu budowy gmachu teatru będziemy mieć wielką, nowocześnie urządzoną restaurację. Mieścić się ona będzie na parterze głównego gmachu teatralnego i będzie się łączyć z salą koncertową, która po godz. 11 wiecz. zamieniać się będzie w salę dancingową.: [1933, 342, 2165, 430]
article-paragraph: Zostaną zaproszeni na nią żydzi, gotowi współpracować z „Agencją żydowską", utworzoną przez mandat palestyński i to bez względu, czy są oni, czy też nie, zwolennikami syjonizmu.: [801, 559, 1101, 609]
article-paragraph: Na 10-go września zapowiedziane zostało zwołanie do Wiednia drugiego światowego kongresu żydów ortodoksów. Wezmą w nim udział wiele rabini wszystkich krajów świata. Inicjatywę zwołania tego kongresu dało „Agudas Izrael", wielka organizacja żydowskich ortodoksów. Kongres zbierze się 160 osobistości ze świata żydowsko-niemieckiego, zebrany w Berlinie zdecydował zwołanie w najbliższym czasie „Konferencji palestyńskiej".: [801, 456, 1101, 556]
ad-dates: Od soboty 6-go lipca i dni następnych.: [446, 130, 650, 142]
headline: „Marsz. Piłsudski największym mężem Polski".: [101, 93, 262, 123]
wolfson-ad: [1153, 1206, 1680, 1470]
ad-title: TEATR „ODEON": [465, 106, 630, 129]
ad-today-left: Dziś!: [319, 144, 368, 160]
headline: Powiatowe komendy uzupełnień.: [856, 736, 1045, 751]
